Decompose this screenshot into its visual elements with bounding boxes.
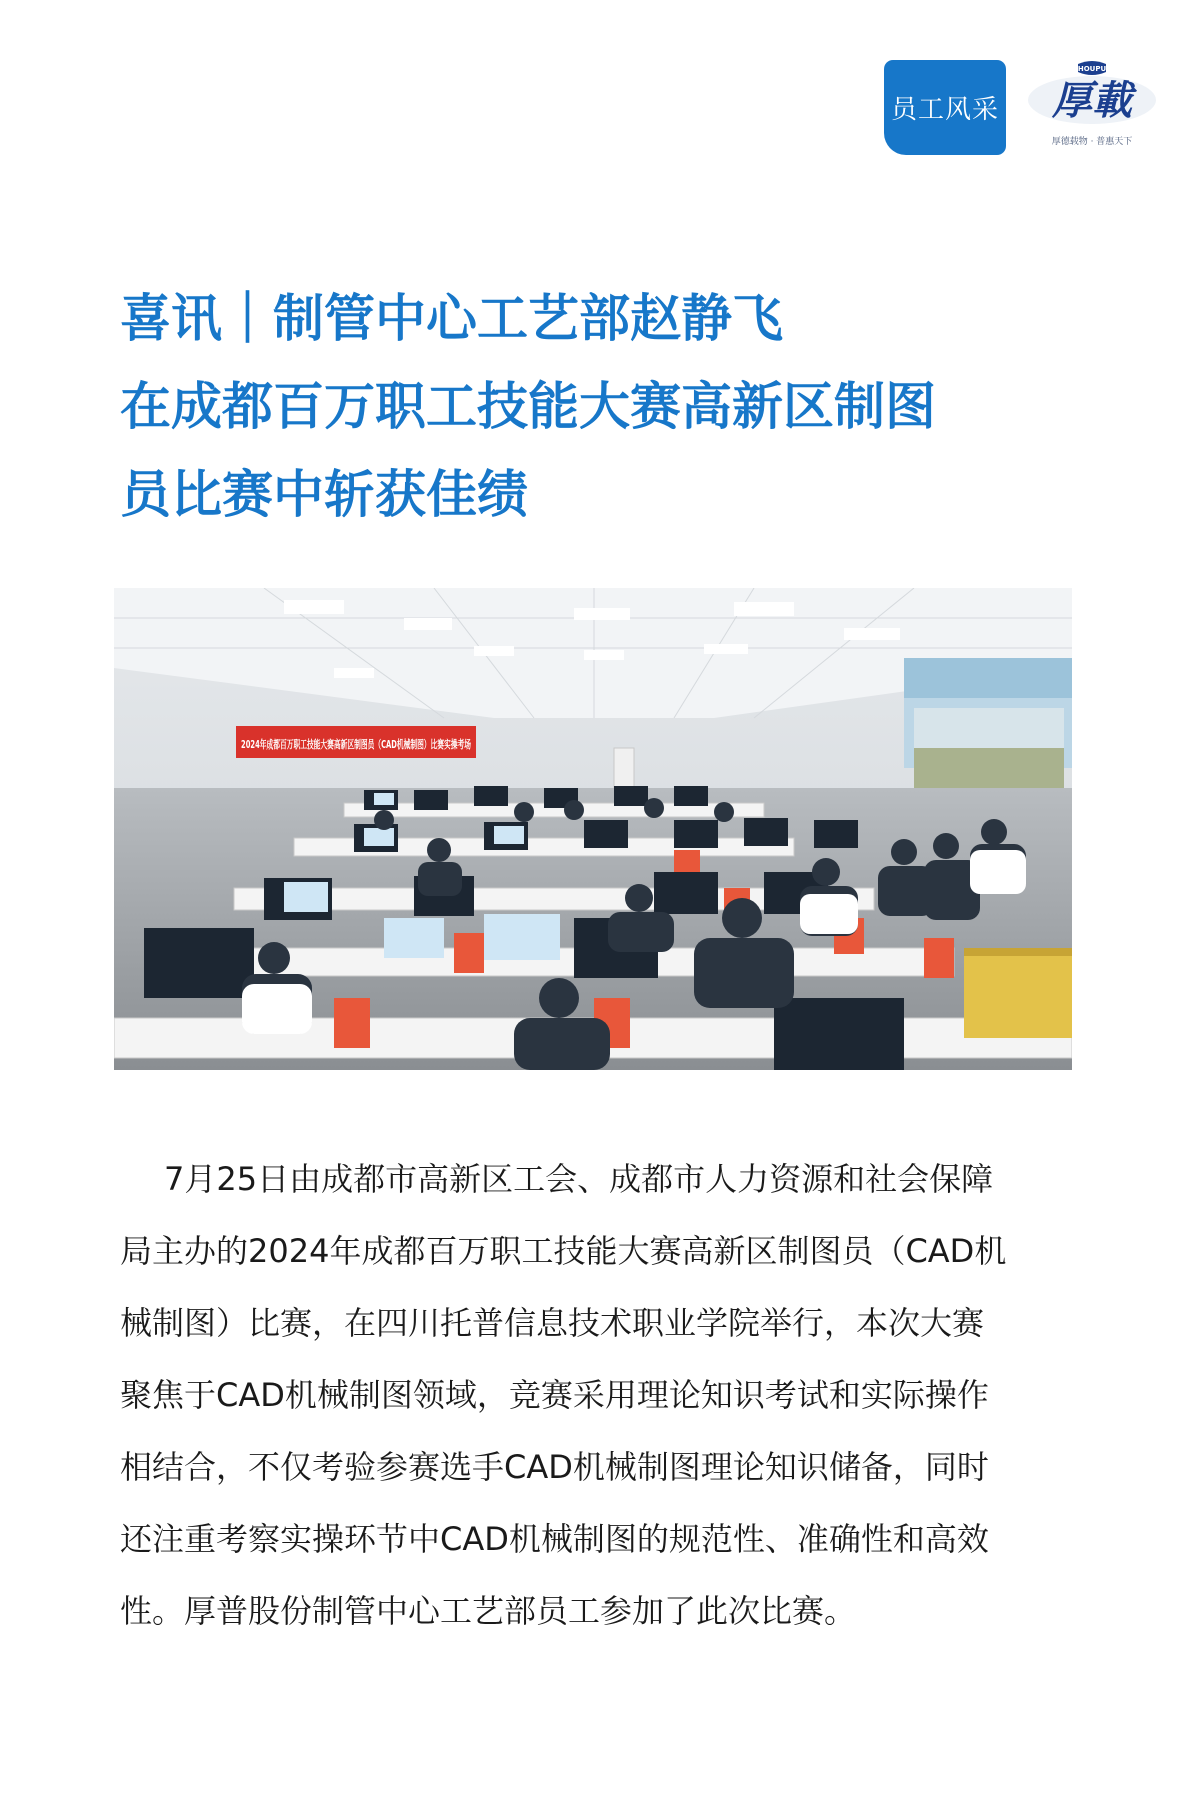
- body-line: 性。厚普股份制管中心工艺部员工参加了此次比赛。: [120, 1592, 857, 1630]
- photo-banner-text: 2024年成都百万职工技能大赛高新区制图员（CAD机械制图）比赛实操考场: [241, 738, 617, 751]
- title-line: 喜讯｜制管中心工艺部赵静飞: [120, 290, 784, 349]
- logo-emblem-text: HOUPU: [1077, 65, 1107, 73]
- body-line: 还注重考察实操环节中CAD机械制图的规范性、准确性和高效: [120, 1520, 989, 1558]
- body-line: 局主办的2024年成都百万职工技能大赛高新区制图员（CAD机: [120, 1232, 1007, 1270]
- logo-brand-text: 厚載: [1052, 77, 1132, 124]
- body-line: 7月25日由成都市高新区工会、成都市人力资源和社会保障: [164, 1160, 994, 1198]
- logo-slogan: 厚德载物 · 普惠天下: [1051, 137, 1133, 147]
- article-title: [120, 276, 1080, 540]
- body-line: 械制图）比赛，在四川托普信息技术职业学院举行，本次大赛: [120, 1304, 985, 1342]
- section-badge: 员工风采: [884, 60, 1006, 155]
- body-line: 聚焦于CAD机械制图领域，竞赛采用理论知识考试和实际操作: [120, 1376, 989, 1414]
- title-line: 员比赛中斩获佳绩: [120, 466, 529, 525]
- title-line: 在成都百万职工技能大赛高新区制图: [120, 378, 937, 437]
- competition-hall-photo: [114, 588, 1072, 1070]
- article-body: [120, 1143, 1060, 1647]
- body-line: 相结合，不仅考验参赛选手CAD机械制图理论知识储备，同时: [120, 1448, 989, 1486]
- houpu-logo-icon: [1020, 58, 1160, 154]
